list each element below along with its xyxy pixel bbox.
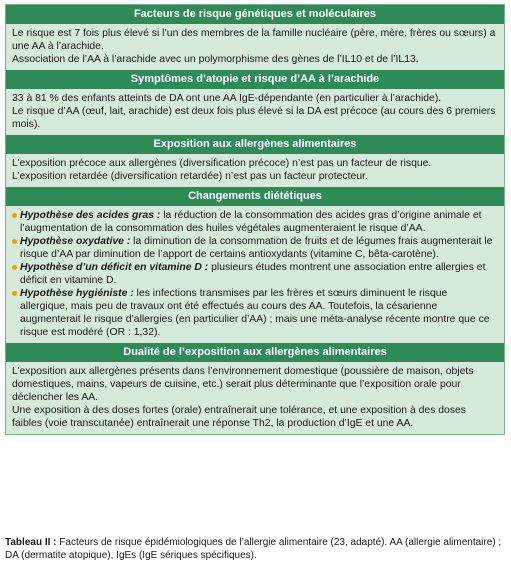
text-line: 33 à 81 % des enfants atteints de DA ont une AA IgE-dépendante (en particulier à l’arachide). (12, 93, 442, 104)
bullet-dot-icon (12, 239, 17, 244)
section-header-atopy: Symptômes d’atopie et risque d’AA à l’arachide (6, 70, 504, 89)
bullet-item (12, 287, 498, 339)
section-body-genetic (6, 24, 504, 70)
text-line: Le risque est 7 fois plus élevé si l’un des membres de la famille nucléaire (père, mère, frères ou sœurs) a une AA à l’arachide. (12, 28, 496, 52)
text-line: Le risque d’AA (œuf, lait, arachide) est deux fois plus élevé si la DA est précoce (au cours des 6 premiers mois). (12, 106, 496, 130)
bullet-item (12, 235, 498, 261)
bullet-text: plusieurs études montrent une association entre allergies et déficit en vitamine D. (20, 262, 486, 286)
text-line: L’exposition précoce aux allergènes (diversification précoce) n’est pas un facteur de risque. (12, 158, 432, 169)
bullet-term: Hypothèse hygiéniste : (20, 288, 134, 299)
section-header-duality: Dualité de l’exposition aux allergènes alimentaires (6, 343, 504, 362)
bullet-text: la réduction de la consommation des acides gras d’origine animale et l’augmentation de la consommation des huiles végétales augmenteraient le risque d’AA. (20, 210, 482, 234)
text-line: L’exposition aux allergènes présents dans l’environnement domestique (poussière de maison, objets domestiques, mains, vapeurs de cuisine, etc.) serait plus déterminante que l’exposition orale pour déclencher les AA. (12, 366, 474, 403)
text-line: Association de l’AA à l’arachide avec un polymorphisme des gènes de l’IL10 et de l’IL13. (12, 54, 419, 65)
caption-label: Tableau II : (5, 537, 57, 548)
bullet-term: Hypothèse d’un déficit en vitamine D : (20, 262, 209, 273)
section-header-diet: Changements diététiques (6, 187, 504, 206)
bullet-term: Hypothèse des acides gras : (20, 210, 161, 221)
bullet-item (12, 261, 498, 287)
bullet-item (12, 209, 498, 235)
bullet-term: Hypothèse oxydative : (20, 236, 131, 247)
text-line: Une exposition à des doses fortes (orale) entraînerait une tolérance, et une exposition à des doses faibles (voie transcutanée) entraînerait une réponse Th2, la production d’IgE et une AA. (12, 405, 467, 429)
text-line: L’exposition retardée (diversification retardée) n’est pas un facteur protecteur. (12, 171, 368, 182)
risk-factors-table (5, 4, 505, 435)
section-header-genetic: Facteurs de risque génétiques et moléculaires (6, 5, 504, 24)
bullet-text: les infections transmises par les frères et sœurs diminuent le risque allergique, mais peu de travaux ont été effectués au cours des AA. Toutefois, la césarienne augmenterait le risque d’allergies (en particulier d’AA) ; mais une méta-analyse récente montre que ce risque est modéré (OR : 1,32). (20, 288, 490, 338)
bullet-dot-icon (12, 291, 17, 296)
table-caption (5, 536, 505, 562)
section-body-diet (6, 206, 504, 343)
section-body-duality (6, 362, 504, 434)
section-body-atopy (6, 89, 504, 135)
section-body-exposure (6, 154, 504, 187)
caption-text: Facteurs de risque épidémiologiques de l’allergie alimentaire (23, adapté). AA (allergie alimentaire) ; DA (dermatite atopique), IgEs (IgE sériques spécifiques). (5, 537, 502, 561)
bullet-dot-icon (12, 213, 17, 218)
bullet-dot-icon (12, 265, 17, 270)
bullet-text: la diminution de la consommation de fruits et de légumes frais augmenterait le risque d’AA par diminution de l’apport de certains antioxydants (vitamine C, bêta-carotène). (20, 236, 493, 260)
section-header-exposure: Exposition aux allergènes alimentaires (6, 135, 504, 154)
